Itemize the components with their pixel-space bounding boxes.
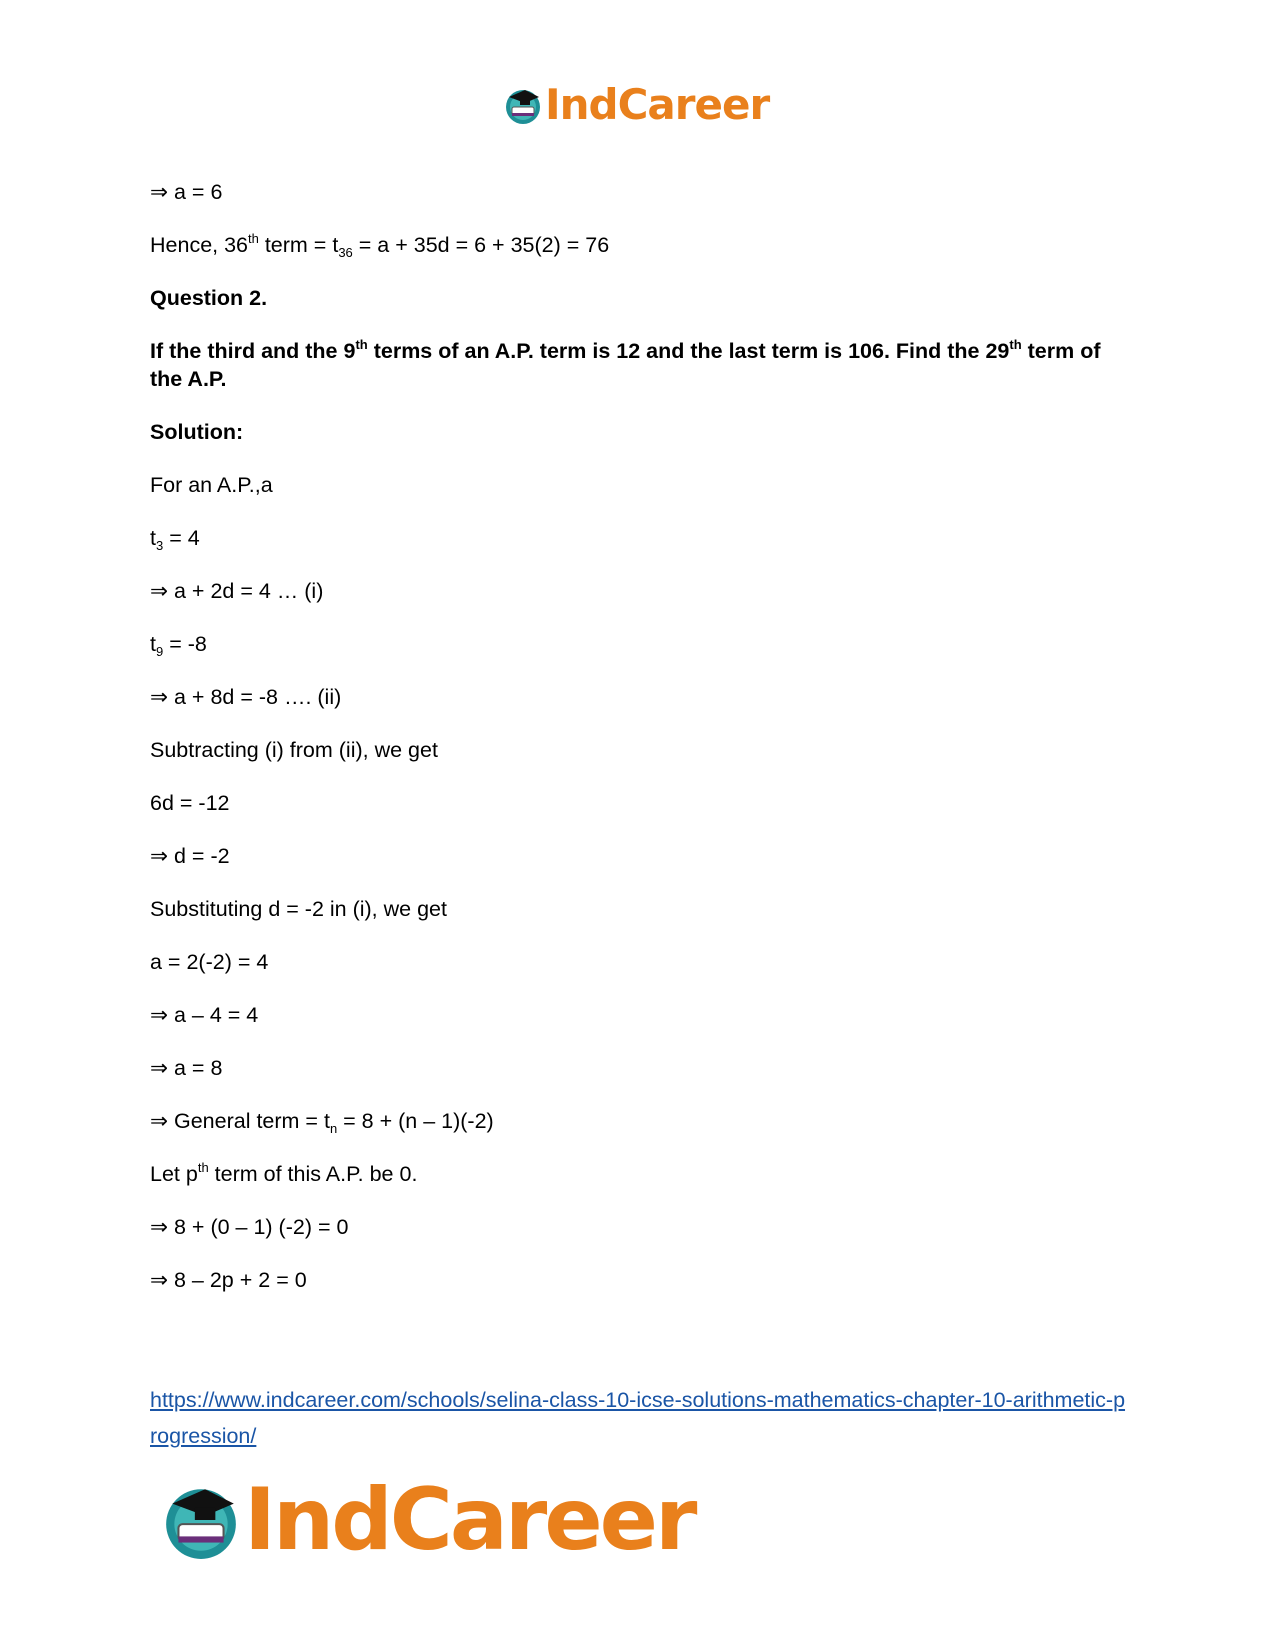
text-line: Subtracting (i) from (ii), we get bbox=[150, 738, 438, 762]
source-url-link[interactable]: https://www.indcareer.com/schools/selina-class-10-icse-solutions-mathematics-chapter-10-arithmetic-progression/ bbox=[150, 1388, 1126, 1448]
question-text: If the third and the 9th terms of an A.P. term is 12 and the last term is 106. Find the 29th term of the A.P. bbox=[150, 337, 1101, 391]
graduation-globe-icon bbox=[503, 85, 543, 125]
logo-wordmark: IndCareer bbox=[545, 80, 770, 129]
text-line: ⇒ a = 8 bbox=[150, 1056, 223, 1080]
text-line: a = 2(-2) = 4 bbox=[150, 950, 269, 974]
text-line: ⇒ 8 – 2p + 2 = 0 bbox=[150, 1268, 307, 1292]
text-line: ⇒ a = 6 bbox=[150, 180, 223, 204]
text-line: ⇒ a – 4 = 4 bbox=[150, 1003, 259, 1027]
graduation-globe-icon bbox=[160, 1479, 242, 1561]
solution-heading: Solution: bbox=[150, 420, 244, 444]
question-title: Question 2. bbox=[150, 286, 268, 310]
text-line: ⇒ d = -2 bbox=[150, 844, 230, 868]
text-line: $t_3 = 4$ bbox=[150, 526, 200, 553]
text-line: ⇒ 8 + (0 – 1) (-2) = 0 bbox=[150, 1215, 349, 1239]
text-line: Let $p^{th}$ term of this A.P. be 0. bbox=[150, 1160, 418, 1186]
text-line: 6d = -12 bbox=[150, 791, 230, 815]
text-line: ⇒ a + 8d = -8 …. (ii) bbox=[150, 685, 342, 709]
text-line: Substituting d = -2 in (i), we get bbox=[150, 897, 447, 921]
text-line: Hence, 36th term = $t_{36} = a + 35d = 6 + 35(2) = 76$ bbox=[150, 231, 610, 260]
text-line: $t_9 = -8$ bbox=[150, 632, 207, 659]
text-line: ⇒ General term = $t_n = 8 + (n - 1)(-2)$ bbox=[150, 1109, 494, 1136]
text-line: For an A.P.,a bbox=[150, 473, 273, 497]
logo-wordmark: IndCareer bbox=[244, 1470, 695, 1570]
text-line: ⇒ a + 2d = 4 … (i) bbox=[150, 579, 324, 603]
footer-logo bbox=[160, 1470, 694, 1570]
header-logo bbox=[503, 80, 769, 129]
